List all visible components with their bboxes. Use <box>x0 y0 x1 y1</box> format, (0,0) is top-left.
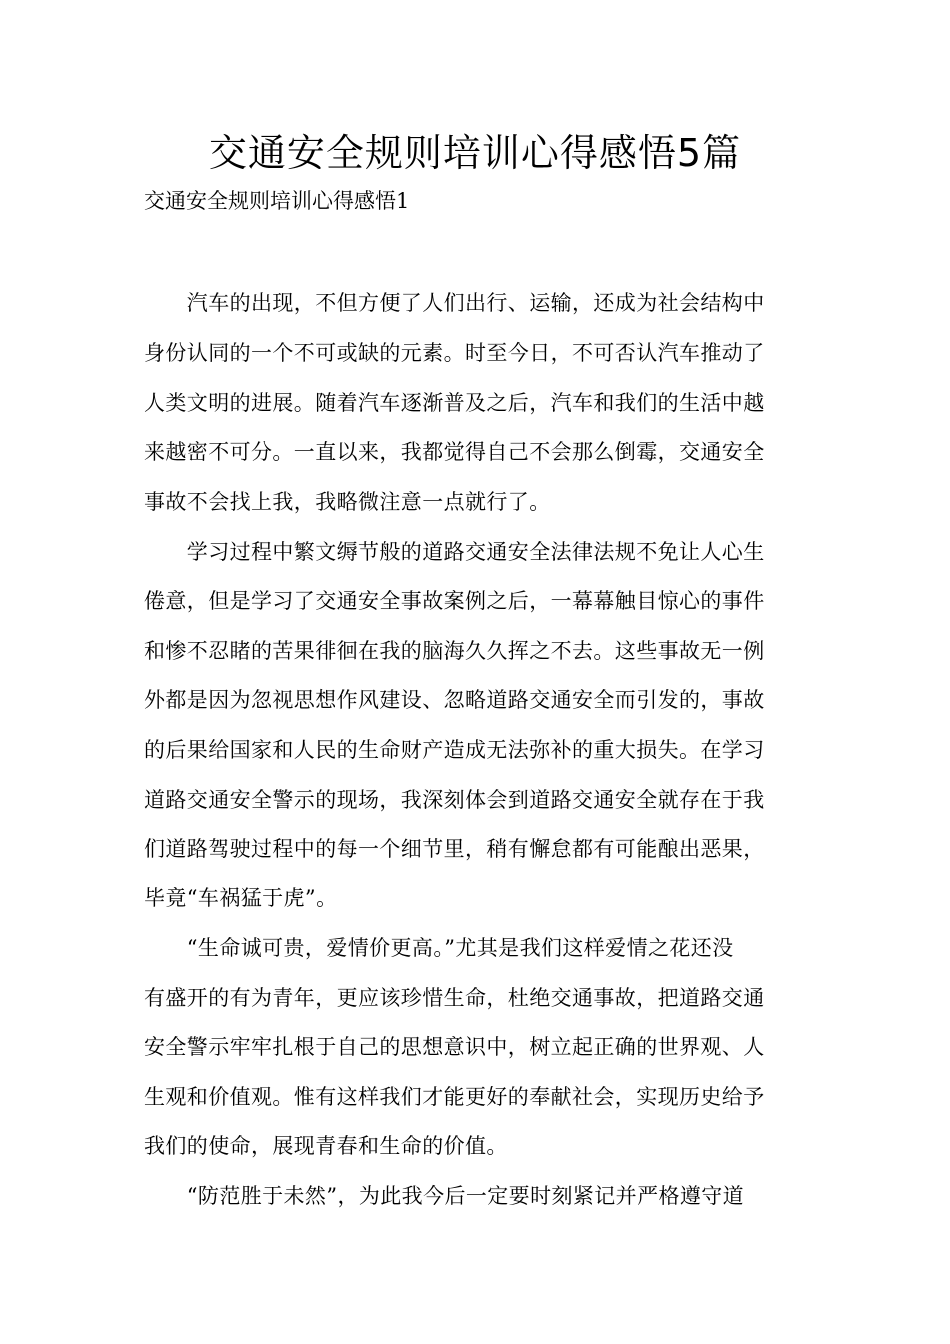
document-title: 交通安全规则培训心得感悟5篇 <box>208 131 742 175</box>
text-line: 人类文明的进展。随着汽车逐渐普及之后，汽车和我们的生活中越 <box>144 391 765 415</box>
text-line: “生命诚可贵，爱情价更高。”尤其是我们这样爱情之花还没 <box>144 936 734 960</box>
text-line: 倦意，但是学习了交通安全事故案例之后，一幕幕触目惊心的事件 <box>144 589 765 613</box>
text-line: 外都是因为忽视思想作风建设、忽略道路交通安全而引发的，事故 <box>144 688 765 712</box>
section-subtitle: 交通安全规则培训心得感悟1 <box>144 189 410 213</box>
text-line: 和惨不忍睹的苦果徘徊在我的脑海久久挥之不去。这些事故无一例 <box>144 639 765 663</box>
text-line: 我们的使命，展现青春和生命的价值。 <box>144 1134 508 1158</box>
text-line: 安全警示牢牢扎根于自己的思想意识中，树立起正确的世界观、人 <box>144 1035 765 1059</box>
text-line: “防范胜于未然”，为此我今后一定要时刻紧记并严格遵守道 <box>144 1184 745 1208</box>
text-line: 的后果给国家和人民的生命财产造成无法弥补的重大损失。在学习 <box>144 738 765 762</box>
text-line: 学习过程中繁文缛节般的道路交通安全法律法规不免让人心生 <box>144 540 765 564</box>
text-line: 汽车的出现，不但方便了人们出行、运输，还成为社会结构中 <box>144 291 765 315</box>
text-line: 毕竟“车祸猛于虎”。 <box>144 886 338 910</box>
text-line: 道路交通安全警示的现场，我深刻体会到道路交通安全就存在于我 <box>144 788 765 812</box>
text-line: 身份认同的一个不可或缺的元素。时至今日，不可否认汽车推动了 <box>144 341 765 365</box>
text-line: 有盛开的有为青年，更应该珍惜生命，杜绝交通事故，把道路交通 <box>144 986 765 1010</box>
text-line: 来越密不可分。一直以来，我都觉得自己不会那么倒霉，交通安全 <box>144 440 765 464</box>
text-line: 生观和价值观。惟有这样我们才能更好的奉献社会，实现历史给予 <box>144 1085 765 1109</box>
text-line: 事故不会找上我，我略微注意一点就行了。 <box>144 490 551 514</box>
text-line: 们道路驾驶过程中的每一个细节里，稍有懈怠都有可能酿出恶果， <box>144 837 765 861</box>
